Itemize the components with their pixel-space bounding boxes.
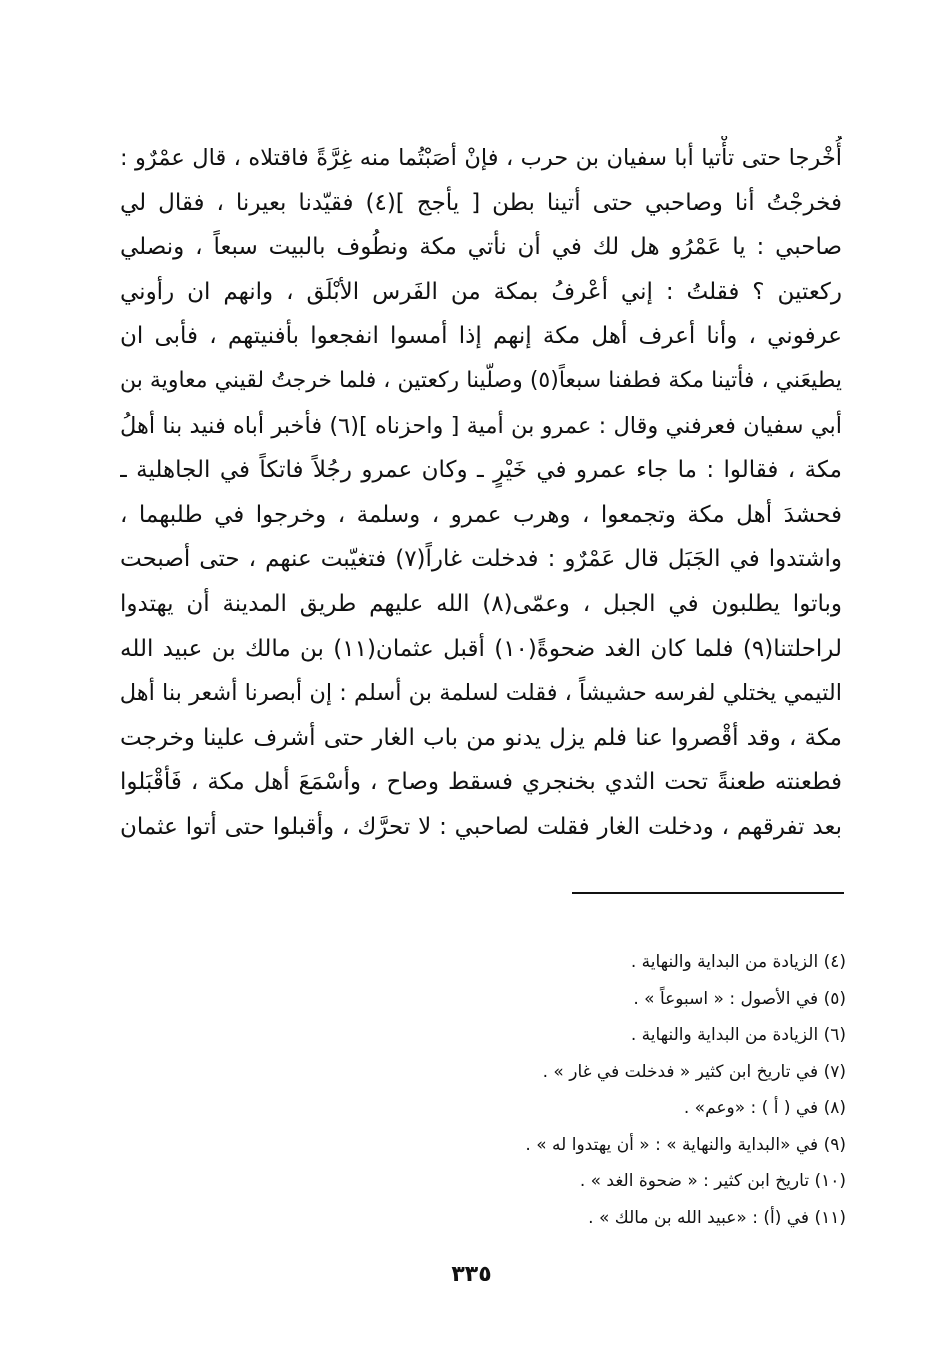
footnote: (١٠) تاريخ ابن كثير : « ضحوة الغد » . <box>579 1171 846 1191</box>
text-line: يطيعَني ، فأتينا مكة فطفنا سبعاً(٥) وصلّينا ركعتين ، فلما خرجتُ لقيني معاوية بن <box>120 367 842 393</box>
footnote: (٦) الزيادة من البداية والنهاية . <box>630 1025 846 1045</box>
text-line: أبي سفيان فعرفني وقال : عمرو بن أمية [ واحزناه ](٦) فأخبر أباه فنيد بنا أهلُ <box>120 412 842 439</box>
text-line: فحشدَ أهل مكة وتجمعوا ، وهرب عمرو ، وسلمة ، وخرجوا في طلبهما ، <box>120 501 842 528</box>
text-line: واشتدوا في الجَبَل قال عَمْرٌو : فدخلت غاراً(٧) فتغيّبت عنهم ، حتى أصبحت <box>120 546 842 573</box>
page-number: ٣٣٥ <box>451 1262 492 1287</box>
text-line: عرفوني ، وأنا أعرف أهل مكة إنهم إذا أمسوا انفجعوا بأفنيتهم ، فأبى ان <box>120 323 842 350</box>
footnote: (٥) في الأصول : « اسبوعاً » . <box>633 988 846 1009</box>
text-line: أُخْرجا حتى تأْتيا أبا سفيان بن حرب ، فإنْ أصَبْتُما منه غِرَّةً فاقتلاه ، قال عمْرٌو : <box>120 145 842 171</box>
text-line: مكة ، فقالوا : ما جاء عمرو في خَيْرٍ ـ وكان عمرو رجُلاً فاتكاً في الجاهلية ـ <box>120 457 842 484</box>
footnote: (٨) في ( أ ) : «وعم» . <box>683 1098 846 1118</box>
text-line: وباتوا يطلبون في الجبل ، وعمّى(٨) الله عليهم طريق المدينة أن يهتدوا <box>120 590 842 617</box>
text-line: بعد تفرقهم ، ودخلت الغار فقلت لصاحبي : لا تحرَّك ، وأقبلوا حتى أتوا عثمان <box>120 813 842 840</box>
main-text <box>120 136 842 850</box>
footnote-divider <box>572 892 844 894</box>
text-line: مكة ، وقد أقْصروا عنا فلم يزل يدنو من باب الغار حتى أشرف علينا وخرجت <box>120 724 842 751</box>
text-line: فطعنته طعنةً تحت الثدي بخنجري فسقط وصاح ، وأسْمَعَ أهل مكة ، فَأقْبَلوا <box>120 769 842 796</box>
footnote: (٧) في تاريخ ابن كثير « فدخلت في غار » . <box>542 1061 846 1082</box>
text-line: التيمي يختلي لفرسه حشيشاً ، فقلت لسلمة بن أسلم : إن أبصرنا أشعر بنا أهل <box>120 680 842 707</box>
text-line: فخرجْتُ أنا وصاحبي حتى أتينا بطن [ يأجج ](٤) فقيّدنا بعيرنا ، فقال لي <box>120 189 842 216</box>
footnote: (٤) الزيادة من البداية والنهاية . <box>630 952 846 972</box>
text-line: صاحبي : يا عَمْرُو هل لك في أن نأتي مكة ونطُوف بالبيت سبعاً ، ونصلي <box>120 234 842 261</box>
text-line: لراحلتنا(٩) فلما كان الغد ضحوةً(١٠) أقبل عثمان(١١) بن مالك بن عبيد الله <box>120 635 842 662</box>
text-line: ركعتين ؟ فقلتُ : إني أعْرفُ بمكة من الفَرس الأبْلَق ، وانهم ان رأوني <box>120 278 842 305</box>
footnotes <box>300 944 846 1236</box>
footnote: (١١) في (أ) : «عبيد الله بن مالك » . <box>588 1207 846 1228</box>
footnote: (٩) في «البداية والنهاية » : « أن يهتدوا له » . <box>525 1134 846 1155</box>
